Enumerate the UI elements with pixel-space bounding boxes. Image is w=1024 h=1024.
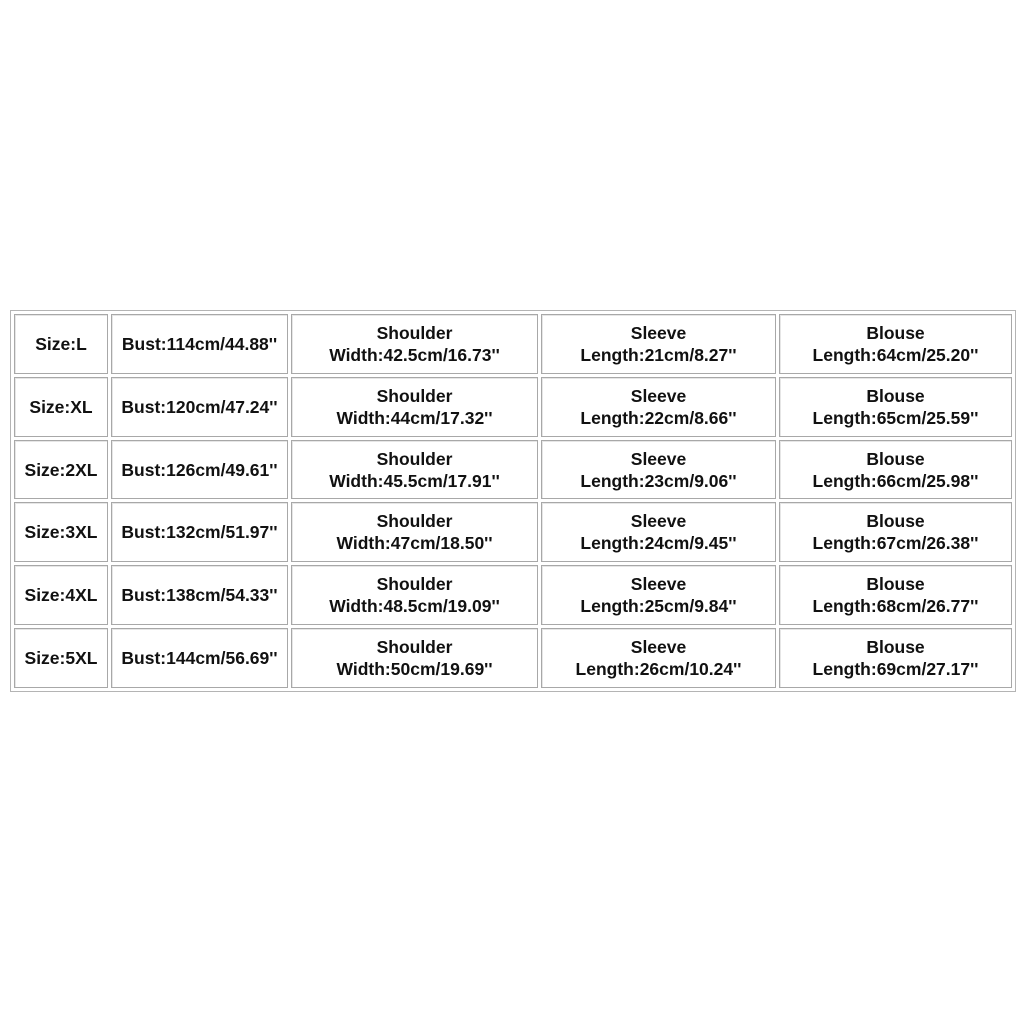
shoulder-value: Width:42.5cm/16.73'' bbox=[329, 344, 500, 365]
sleeve-value: Length:21cm/8.27'' bbox=[580, 344, 737, 365]
bust-value: Bust:120cm/47.24'' bbox=[121, 396, 278, 417]
size-label: Size:4XL bbox=[24, 585, 98, 606]
blouse-label: Blouse bbox=[866, 385, 925, 406]
blouse-label: Blouse bbox=[866, 448, 925, 469]
bust-cell bbox=[111, 502, 288, 562]
size-cell bbox=[14, 314, 108, 374]
bust-value: Bust:138cm/54.33'' bbox=[121, 585, 278, 606]
blouse-value: Length:65cm/25.59'' bbox=[812, 407, 979, 428]
blouse-cell bbox=[779, 628, 1012, 688]
shoulder-label: Shoulder bbox=[376, 637, 453, 658]
shoulder-label: Shoulder bbox=[376, 448, 453, 469]
shoulder-label: Shoulder bbox=[376, 511, 453, 532]
shoulder-value: Width:48.5cm/19.09'' bbox=[329, 596, 500, 617]
size-label: Size:2XL bbox=[24, 459, 98, 480]
size-label: Size:3XL bbox=[24, 522, 98, 543]
blouse-cell bbox=[779, 565, 1012, 625]
blouse-value: Length:68cm/26.77'' bbox=[812, 596, 979, 617]
size-chart-table bbox=[11, 311, 1015, 691]
blouse-value: Length:69cm/27.17'' bbox=[812, 659, 979, 680]
sleeve-label: Sleeve bbox=[630, 385, 687, 406]
sleeve-label: Sleeve bbox=[630, 322, 687, 343]
shoulder-cell bbox=[291, 377, 538, 437]
shoulder-cell bbox=[291, 502, 538, 562]
shoulder-value: Width:44cm/17.32'' bbox=[336, 407, 493, 428]
bust-cell bbox=[111, 377, 288, 437]
blouse-cell bbox=[779, 502, 1012, 562]
blouse-label: Blouse bbox=[866, 574, 925, 595]
blouse-cell bbox=[779, 314, 1012, 374]
sleeve-label: Sleeve bbox=[630, 448, 687, 469]
sleeve-label: Sleeve bbox=[630, 511, 687, 532]
shoulder-label: Shoulder bbox=[376, 322, 453, 343]
sleeve-value: Length:24cm/9.45'' bbox=[580, 533, 737, 554]
blouse-cell bbox=[779, 377, 1012, 437]
table-row bbox=[14, 440, 1012, 500]
sleeve-value: Length:22cm/8.66'' bbox=[580, 407, 737, 428]
shoulder-value: Width:45.5cm/17.91'' bbox=[329, 470, 500, 491]
sleeve-value: Length:26cm/10.24'' bbox=[575, 659, 742, 680]
sleeve-cell bbox=[541, 377, 776, 437]
blouse-value: Length:64cm/25.20'' bbox=[812, 344, 979, 365]
blouse-value: Length:66cm/25.98'' bbox=[812, 470, 979, 491]
bust-value: Bust:144cm/56.69'' bbox=[121, 648, 278, 669]
shoulder-label: Shoulder bbox=[376, 385, 453, 406]
table-row bbox=[14, 377, 1012, 437]
shoulder-cell bbox=[291, 565, 538, 625]
sleeve-value: Length:23cm/9.06'' bbox=[580, 470, 737, 491]
sleeve-cell bbox=[541, 502, 776, 562]
size-label: Size:5XL bbox=[24, 648, 98, 669]
table-row bbox=[14, 628, 1012, 688]
size-cell bbox=[14, 502, 108, 562]
blouse-cell bbox=[779, 440, 1012, 500]
bust-value: Bust:132cm/51.97'' bbox=[121, 522, 278, 543]
size-cell bbox=[14, 377, 108, 437]
shoulder-cell bbox=[291, 314, 538, 374]
bust-cell bbox=[111, 440, 288, 500]
size-cell bbox=[14, 565, 108, 625]
shoulder-cell bbox=[291, 628, 538, 688]
blouse-label: Blouse bbox=[866, 322, 925, 343]
size-label: Size:XL bbox=[29, 396, 93, 417]
size-label: Size:L bbox=[35, 333, 87, 354]
shoulder-cell bbox=[291, 440, 538, 500]
sleeve-label: Sleeve bbox=[630, 637, 687, 658]
bust-cell bbox=[111, 565, 288, 625]
size-chart bbox=[10, 310, 1016, 692]
sleeve-cell bbox=[541, 440, 776, 500]
blouse-label: Blouse bbox=[866, 511, 925, 532]
table-row bbox=[14, 565, 1012, 625]
bust-value: Bust:126cm/49.61'' bbox=[121, 459, 278, 480]
sleeve-cell bbox=[541, 565, 776, 625]
shoulder-value: Width:50cm/19.69'' bbox=[336, 659, 493, 680]
bust-cell bbox=[111, 314, 288, 374]
sleeve-label: Sleeve bbox=[630, 574, 687, 595]
sleeve-value: Length:25cm/9.84'' bbox=[580, 596, 737, 617]
table-row bbox=[14, 502, 1012, 562]
table-row bbox=[14, 314, 1012, 374]
bust-value: Bust:114cm/44.88'' bbox=[121, 333, 278, 354]
size-cell bbox=[14, 628, 108, 688]
sleeve-cell bbox=[541, 628, 776, 688]
shoulder-label: Shoulder bbox=[376, 574, 453, 595]
blouse-value: Length:67cm/26.38'' bbox=[812, 533, 979, 554]
sleeve-cell bbox=[541, 314, 776, 374]
blouse-label: Blouse bbox=[866, 637, 925, 658]
size-cell bbox=[14, 440, 108, 500]
shoulder-value: Width:47cm/18.50'' bbox=[336, 533, 493, 554]
bust-cell bbox=[111, 628, 288, 688]
